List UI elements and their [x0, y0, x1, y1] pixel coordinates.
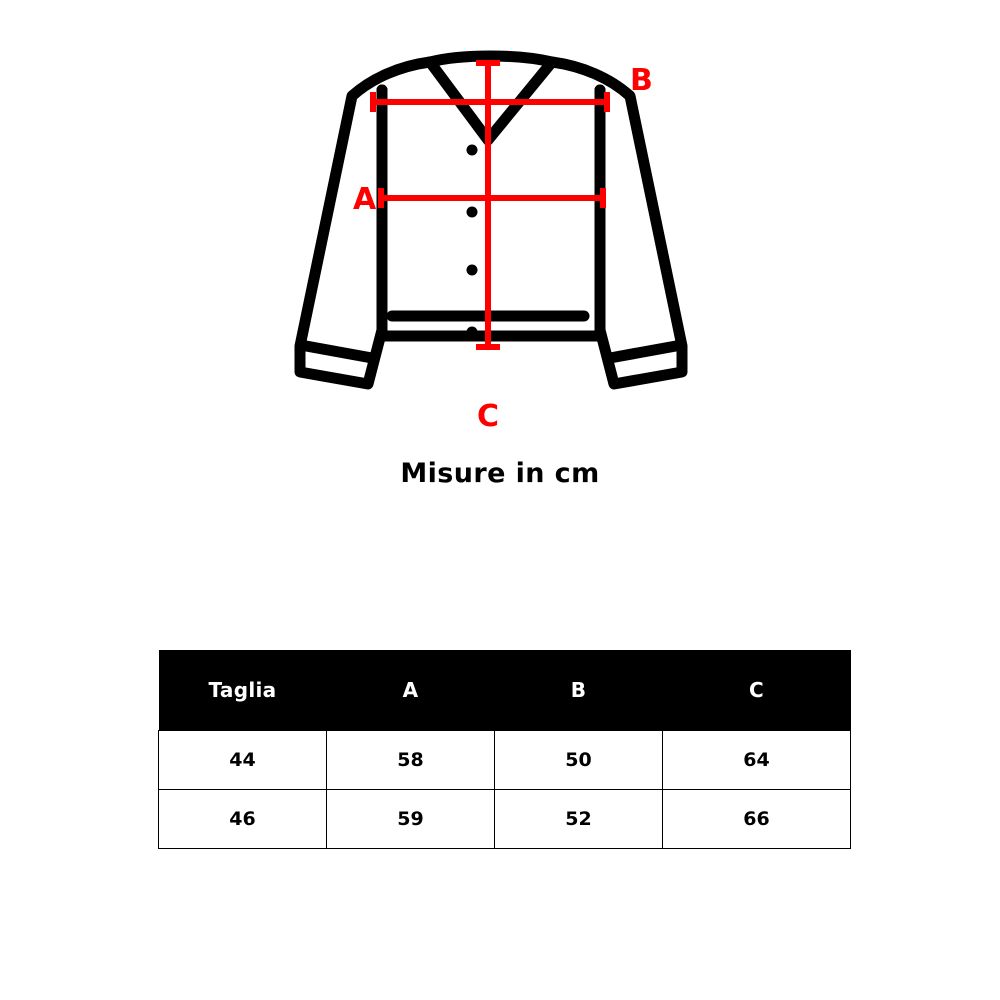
- garment-svg: [0, 0, 1000, 460]
- label-b: B: [630, 63, 653, 98]
- label-a: A: [353, 182, 377, 217]
- column-header-b: B: [495, 650, 663, 731]
- cell-taglia: 44: [159, 731, 327, 790]
- button-placket-dots: [467, 145, 478, 338]
- button-dot: [467, 145, 478, 156]
- cell-taglia: 46: [159, 790, 327, 849]
- cell-b: 52: [495, 790, 663, 849]
- label-c: C: [476, 399, 500, 434]
- cell-a: 59: [327, 790, 495, 849]
- button-dot: [467, 265, 478, 276]
- measure-line-a: [380, 188, 604, 208]
- cell-a: 58: [327, 731, 495, 790]
- cell-b: 50: [495, 731, 663, 790]
- garment-diagram: [0, 0, 1000, 460]
- size-table-container: [158, 650, 842, 849]
- table-row: [159, 731, 851, 790]
- cell-c: 66: [663, 790, 851, 849]
- button-dot: [467, 207, 478, 218]
- caption-misure: Misure in cm: [400, 458, 600, 489]
- button-dot: [467, 327, 478, 338]
- table-row: [159, 790, 851, 849]
- table-header-row: [159, 650, 851, 731]
- size-table: [158, 650, 851, 849]
- size-table-head: [159, 650, 851, 731]
- column-header-a: A: [327, 650, 495, 731]
- column-header-taglia: Taglia: [159, 650, 327, 731]
- size-table-body: [159, 731, 851, 849]
- cell-c: 64: [663, 731, 851, 790]
- column-header-c: C: [663, 650, 851, 731]
